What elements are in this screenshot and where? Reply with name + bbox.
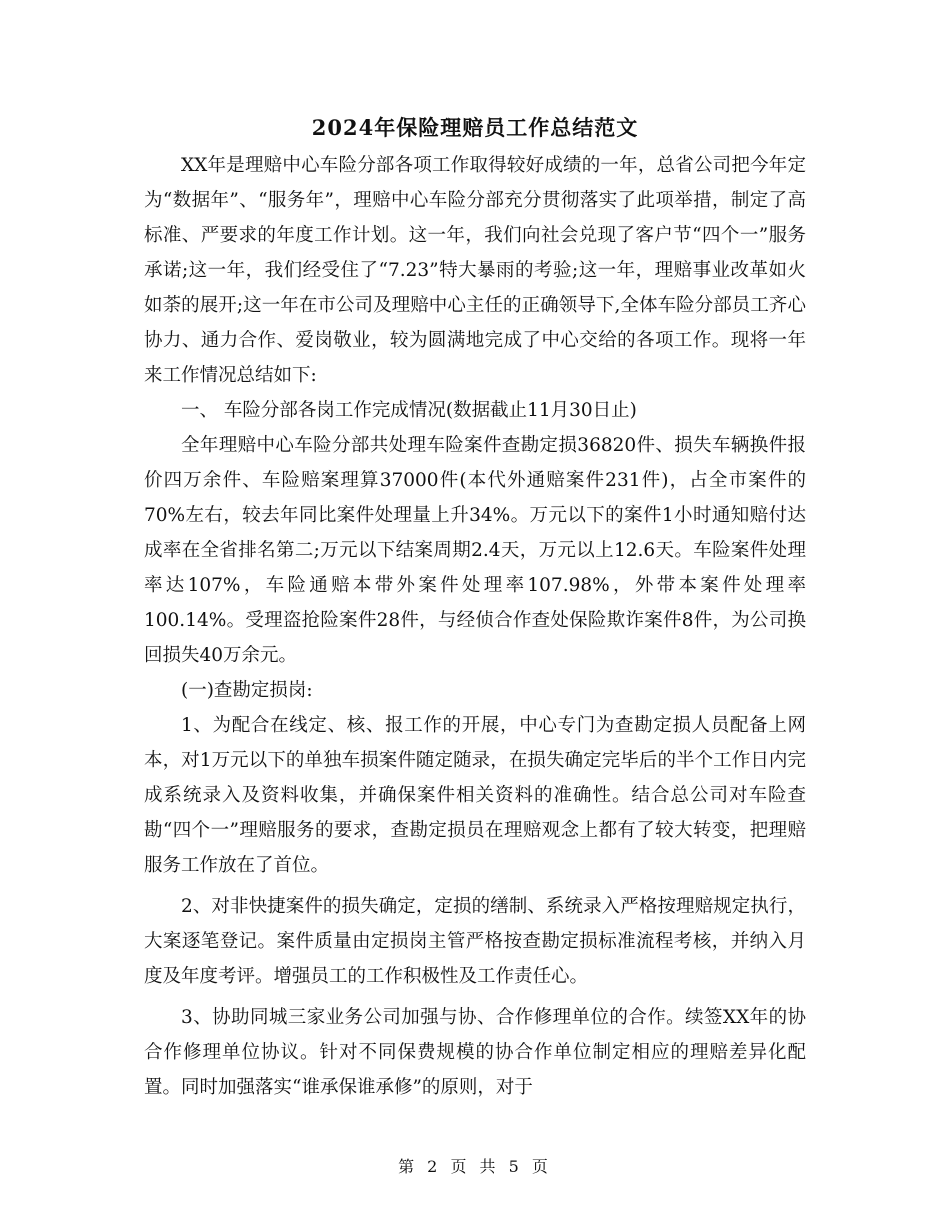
- paragraph-summary-stats: 全年理赔中心车险分部共处理车险案件查勘定损36820件、损失车辆换件报价四万余件、车险赔案理算37000件(本代外通赔案件231件)，占全市案件的70%左右，较去年同比案件处理量上升34%。万元以下的案件1小时通知赔付达成率在全省排名第二;万元以下结案周期2.4天，万元以上12.6天。车险案件处理率达107%，车险通赔本带外案件处理率107.98%，外带本案件处理率100.14%。受理盗抢险案件28件，与经侦合作查处保险欺诈案件8件，为公司换回损失40万余元。: [144, 435, 806, 666]
- subsection-heading-1: (一)查勘定损岗:: [181, 680, 313, 701]
- page-number-footer: 第 2 页 共 5 页: [398, 1157, 552, 1176]
- paragraph-item-1: 1、为配合在线定、核、报工作的开展，中心专门为查勘定损人员配备上网本，对1万元以下的单独车损案件随定随录，在损失确定完毕后的半个工作日内完成系统录入及资料收集，并确保案件相关资料的准确性。结合总公司对车险查勘“四个一”理赔服务的要求，查勘定损员在理赔观念上都有了较大转变，把理赔服务工作放在了首位。: [144, 715, 806, 876]
- paragraph-item-2: 2、对非快捷案件的损失确定，定损的缮制、系统录入严格按理赔规定执行，大案逐笔登记。案件质量由定损岗主管严格按查勘定损标准流程考核，并纳入月度及年度考评。增强员工的工作积极性及工作责任心。: [144, 896, 806, 987]
- document-body: [144, 148, 806, 1105]
- paragraph-intro: XX年是理赔中心车险分部各项工作取得较好成绩的一年，总省公司把今年定为“数据年”、“服务年”，理赔中心车险分部充分贯彻落实了此项举措，制定了高标准、严要求的年度工作计划。这一年，我们向社会兑现了客户节“四个一”服务承诺;这一年，我们经受住了“7.23”特大暴雨的考验;这一年，理赔事业改革如火如荼的展开;这一年在市公司及理赔中心主任的正确领导下,全体车险分部员工齐心协力、通力合作、爱岗敬业，较为圆满地完成了中心交给的各项工作。现将一年来工作情况总结如下:: [144, 155, 806, 386]
- section-heading-1: 一、 车险分部各岗工作完成情况(数据截止11月30日止): [181, 400, 637, 421]
- document-title: 2024年保险理赔员工作总结范文: [311, 115, 639, 140]
- paragraph-item-3: 3、协助同城三家业务公司加强与协、合作修理单位的合作。续签XX年的协合作修理单位协议。针对不同保费规模的协合作单位制定相应的理赔差异化配置。同时加强落实“谁承保谁承修”的原则，对于: [144, 1007, 806, 1098]
